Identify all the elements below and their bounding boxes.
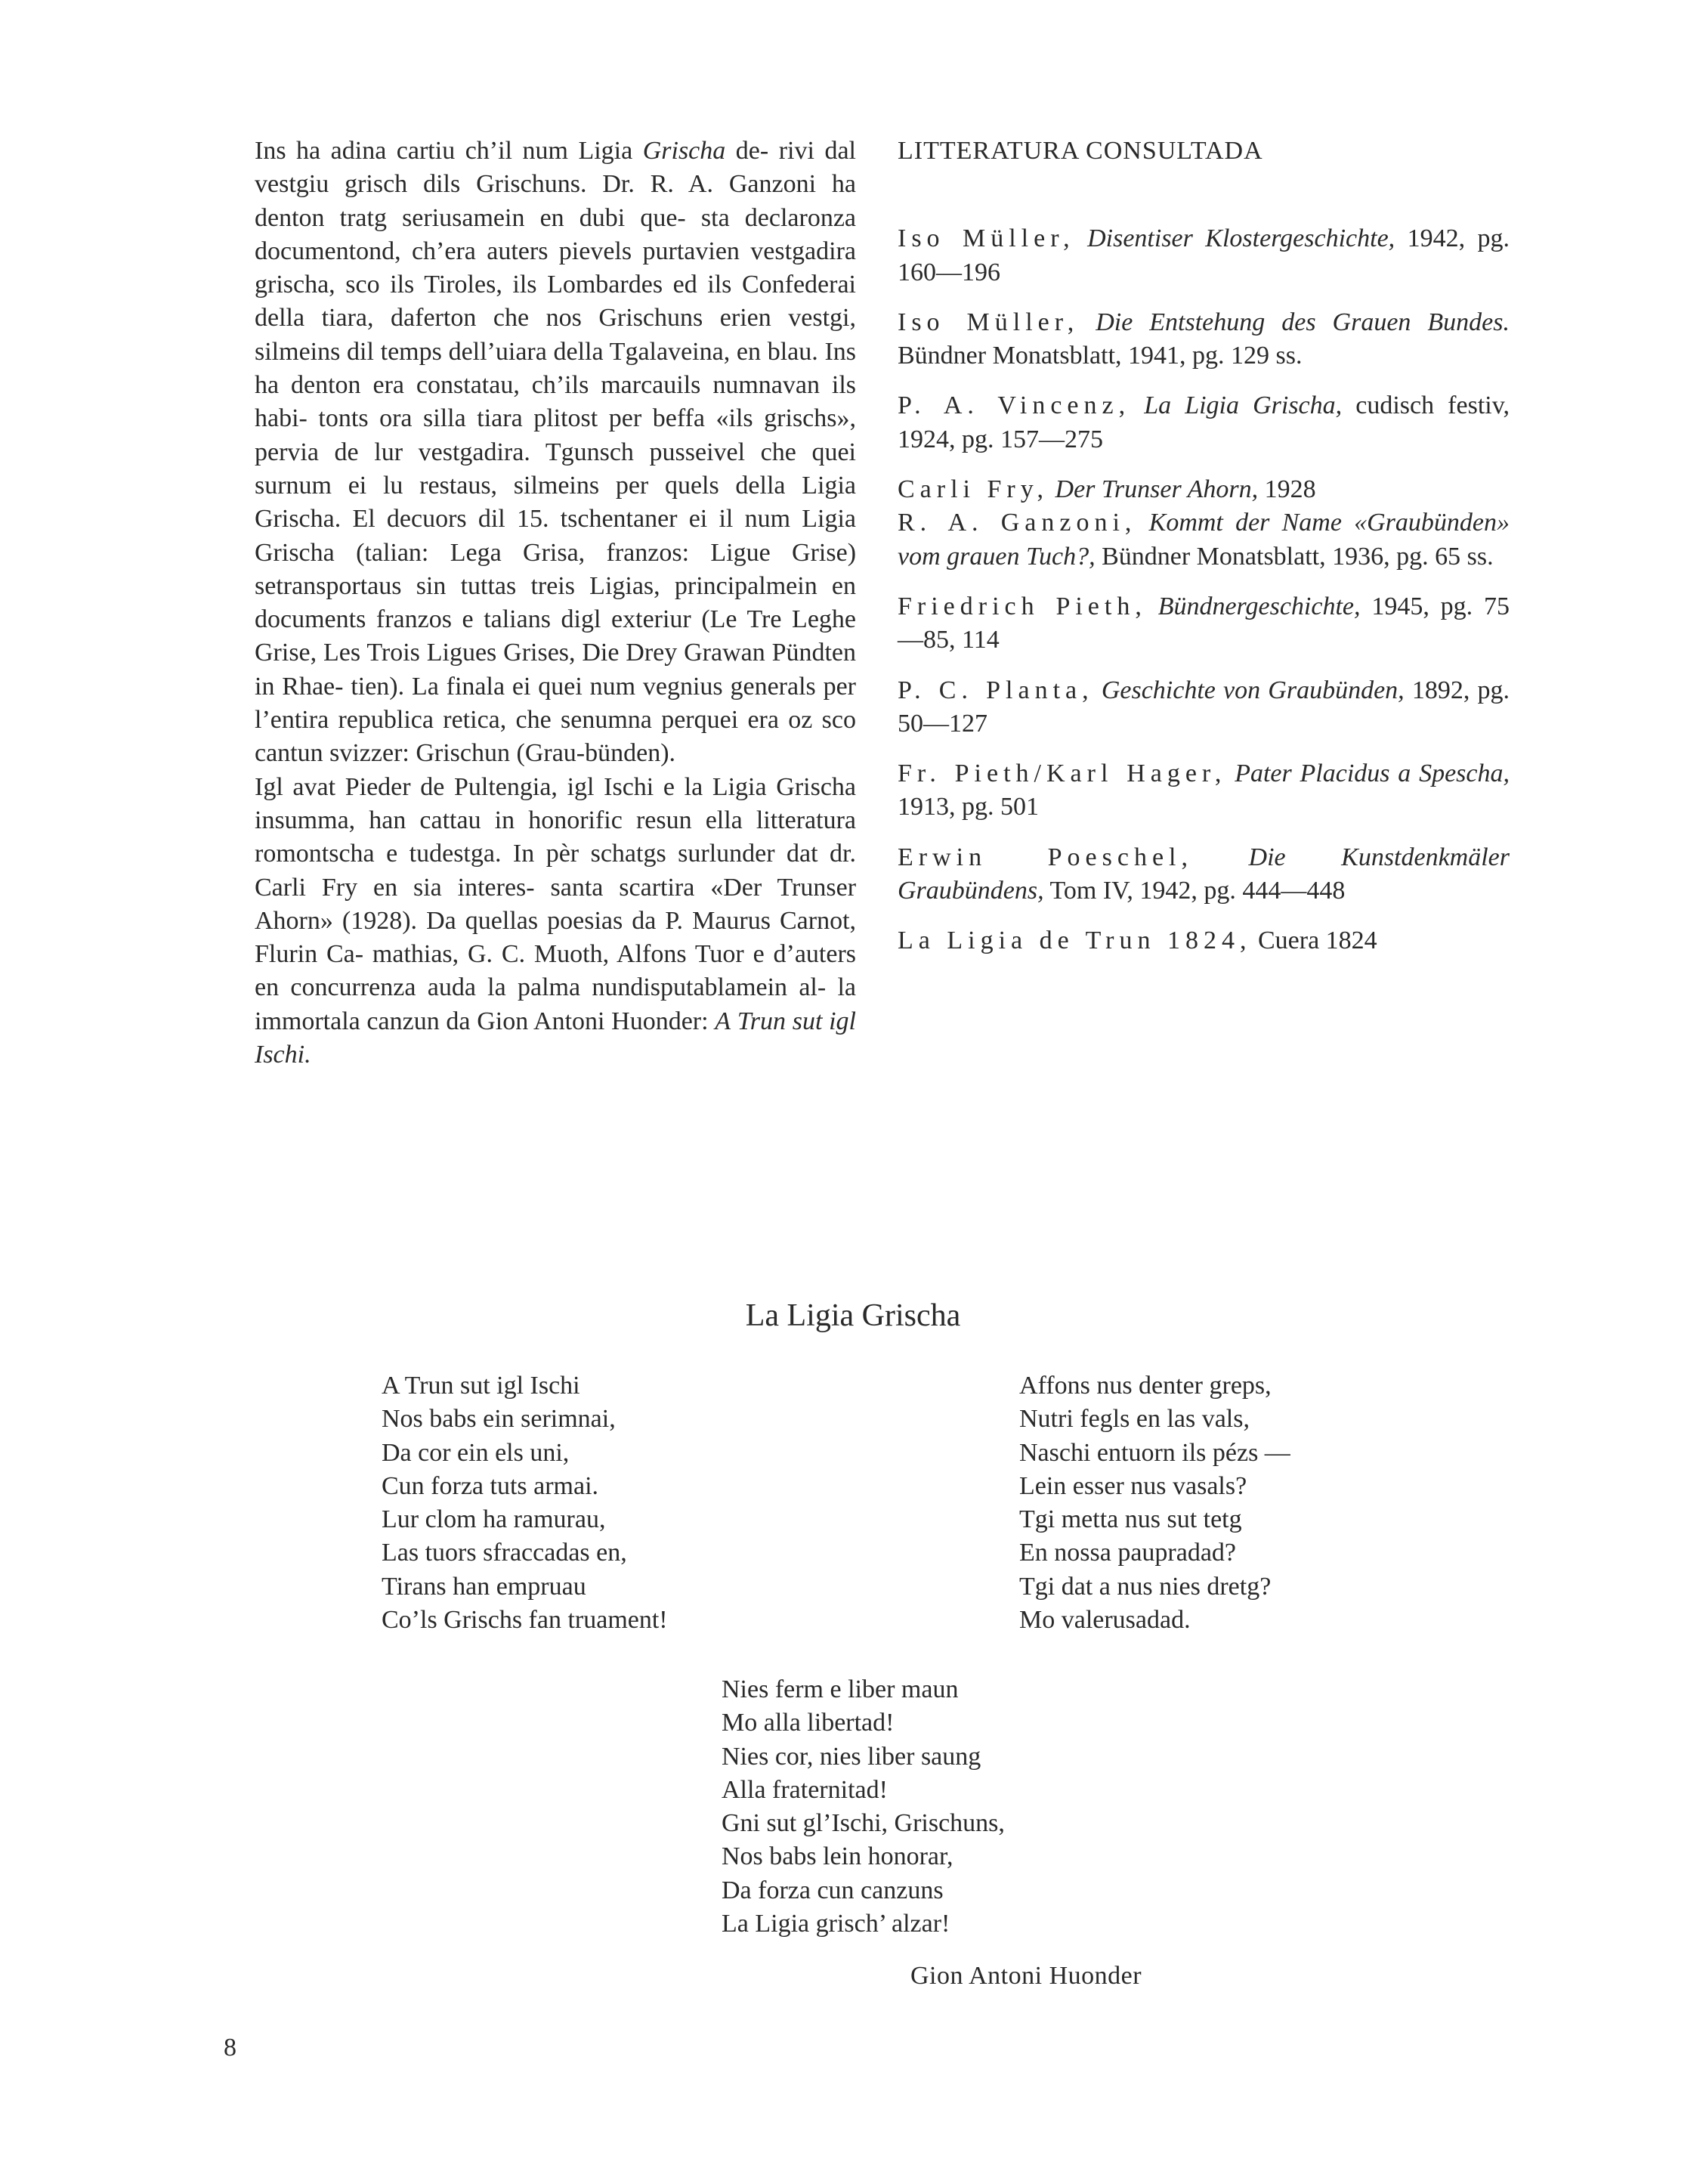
- ref-title: Pater Placidus a Spescha,: [1235, 759, 1510, 788]
- ref-details: cudisch festiv, 1924, pg. 157—275: [898, 391, 1510, 453]
- ref-author: Friedrich Pieth,: [898, 592, 1147, 620]
- reference-item: [898, 924, 1510, 957]
- poem-line: La Ligia grisch’ alzar!: [722, 1910, 950, 1938]
- ref-details: Bündner Monatsblatt, 1936, pg. 65 ss.: [1102, 542, 1494, 571]
- ref-details: Bündner Monatsblatt, 1941, pg. 129 ss.: [898, 342, 1303, 370]
- poem-line: Lur clom ha ramurau,: [382, 1505, 606, 1534]
- poem-stanza-1: [382, 1369, 668, 1637]
- poem-line: Da cor ein els uni,: [382, 1438, 570, 1467]
- poem-stanza-2: [1019, 1369, 1290, 1637]
- text-line: Ligue Grise) setransportaus sin tuttas treis Ligias,: [255, 538, 857, 600]
- text-line: era constatau, ch’ils marcauils numnavan ils habi-: [255, 371, 856, 433]
- italic-title: Trun sut igl Ischi.: [255, 1007, 856, 1069]
- text-line: Grischa insumma, han cattau in honorific resun: [255, 772, 857, 834]
- poem-line: Nos babs lein honorar,: [722, 1842, 953, 1871]
- ref-title: Bündnergeschichte,: [1157, 592, 1361, 620]
- poem-line: Nies cor, nies liber saung: [722, 1742, 981, 1771]
- text-line: schatgs surlunder dat dr. Carli Fry en sia interes-: [255, 840, 856, 902]
- poem-line: Lein esser nus vasals?: [1019, 1471, 1247, 1500]
- ref-title: Disentiser Klostergeschichte,: [1087, 224, 1395, 253]
- text-line: tonts ora silla tiara plitost per beffa «ils grischs»,: [318, 404, 857, 433]
- italic-title: A: [715, 1007, 731, 1035]
- text-line: sta declaronza documentond, ch’era auters pievels: [255, 203, 856, 265]
- reference-item: [898, 473, 1510, 506]
- poem-line: En nossa paupradad?: [1019, 1539, 1237, 1567]
- page-number: 8: [224, 2034, 236, 2062]
- paragraph-2: [255, 771, 856, 1072]
- text-line: mathias, G. C. Muoth, Alfons Tuor e d’auters en: [255, 940, 857, 1002]
- text-line: tien). La finala ei quei num vegnius generals per: [351, 672, 856, 701]
- poem-line: Nutri fegls en las vals,: [1019, 1405, 1250, 1434]
- italic-term: Grischa: [642, 137, 726, 165]
- ref-title: Die Entstehung des Grauen Bundes.: [1096, 308, 1510, 336]
- text-line: purtavien vestgadira grischa, sco ils Tiroles, ils: [255, 237, 857, 299]
- poem-line: Alla fraternitad!: [722, 1775, 888, 1804]
- ref-title: Die Kunstdenkmäler Graubündens,: [898, 843, 1510, 905]
- ref-author: P. C. Planta,: [898, 676, 1094, 704]
- text-line: pervia de lur vestgadira. Tgunsch pusseivel che: [255, 438, 796, 466]
- ref-author: Carli Fry,: [898, 475, 1049, 504]
- ref-author: P. A. Vincenz,: [898, 391, 1131, 420]
- poem-line: Naschi entuorn ils pézs —: [1019, 1438, 1290, 1467]
- text-line: oz sco cantun svizzer: Grischun (Grau-bünden).: [255, 706, 856, 768]
- reference-item: [898, 841, 1510, 908]
- text-line: num Ligia Grischa (talian: Lega Grisa, franzos:: [255, 505, 856, 567]
- text-line: exteriur (Le Tre Leghe Grise, Les Trois Ligues: [255, 605, 856, 667]
- text-line: la immortala canzun da Gion Antoni Huonder:: [255, 973, 856, 1035]
- ref-details: 1942, pg. 160—196: [898, 224, 1510, 286]
- reference-item: [898, 674, 1510, 741]
- ref-title: La Ligia Grischa,: [1144, 391, 1343, 420]
- poem-line: Cun forza tuts armai.: [382, 1471, 599, 1500]
- poem-line: Gni sut gl’Ischi, Grischuns,: [722, 1809, 1005, 1838]
- text-line: Ins ha adina cartiu ch’il num Ligia: [255, 137, 643, 165]
- ref-title: Geschichte von Graubünden,: [1101, 676, 1405, 704]
- ref-author: Iso Müller,: [898, 308, 1080, 336]
- ref-author: Erwin Poeschel,: [898, 843, 1193, 871]
- text-line: Ganzoni ha denton tratg seriusamein en dubi que-: [255, 170, 856, 232]
- reference-item: [898, 389, 1510, 456]
- ref-details: 1913, pg. 501: [898, 793, 1039, 821]
- text-line: ella litteratura romontscha e tudestga. In pèr: [255, 806, 856, 868]
- poem-line: Mo valerusadad.: [1019, 1606, 1191, 1635]
- poem-line: Nos babs ein serimnai,: [382, 1405, 616, 1434]
- poem-line: Da forza cun canzuns: [722, 1876, 944, 1904]
- poem-line: Co’ls Grischs fan truament!: [382, 1606, 668, 1635]
- reference-item: [898, 590, 1510, 657]
- literature-section: [898, 135, 1510, 975]
- ref-author: Fr. Pieth/Karl Hager,: [898, 759, 1227, 788]
- poem-line: Las tuors sfraccadas en,: [382, 1539, 627, 1567]
- reference-item: [898, 306, 1510, 373]
- ref-details: Tom IV, 1942, pg. 444—448: [1049, 877, 1346, 905]
- text-line: de-: [725, 137, 769, 165]
- poem-author: Gion Antoni Huonder: [910, 1962, 1142, 1990]
- ref-details: Cuera 1824: [1257, 926, 1377, 955]
- poem-stanza-3: [722, 1673, 1005, 1941]
- poem-line: A Trun sut igl Ischi: [382, 1372, 580, 1400]
- reference-item: [898, 757, 1510, 824]
- poem-line: Tgi dat a nus nies dretg?: [1019, 1572, 1272, 1601]
- text-line: concurrenza auda la palma nundisputablamein al-: [290, 973, 827, 1002]
- ref-author: R. A. Ganzoni,: [898, 509, 1137, 537]
- reference-item: [898, 222, 1510, 289]
- ref-details: 1945, pg. 75—85, 114: [898, 592, 1510, 654]
- reference-item: [898, 506, 1510, 574]
- poem-line: Mo alla libertad!: [722, 1709, 895, 1737]
- poem-line: Affons nus denter greps,: [1019, 1372, 1272, 1400]
- text-line: Grises, Die Drey Grawan Pündten in Rhae-: [255, 639, 857, 701]
- text-line: Lombardes ed ils Confederai della tiara, daferton: [255, 271, 856, 333]
- poem-line: Tirans han empruau: [382, 1572, 586, 1601]
- text-line: dell’uiara della Tgalaveina, en blau. Ins ha denton: [255, 337, 856, 400]
- text-line: rivi dal vestgiu grisch dils Grischuns. Dr. R. A.: [255, 137, 856, 199]
- text-line: che nos Grischuns erien vestgi, silmeins dil temps: [255, 304, 856, 366]
- poem-line: Nies ferm e liber maun: [722, 1675, 959, 1703]
- paragraph-1: [255, 135, 856, 771]
- text-line: quellas poesias da P. Maurus Carnot, Flurin Ca-: [255, 906, 857, 969]
- ref-author: Iso Müller,: [898, 224, 1075, 253]
- ref-title: Kommt der Name «Graubünden» vom grauen Tuch?,: [898, 509, 1510, 571]
- text-line: Igl avat Pieder de Pultengia, igl Ischi e la Ligia: [255, 772, 767, 801]
- ref-title: Der Trunser Ahorn,: [1055, 475, 1259, 504]
- ref-author: La Ligia de Trun 1824,: [898, 926, 1252, 955]
- poem-line: Tgi metta nus sut tetg: [1019, 1505, 1242, 1534]
- literature-heading: LITTERATURA CONSULTADA: [898, 137, 1263, 165]
- text-line: quei surnum ei lu restaus, silmeins per quels della: [255, 438, 856, 500]
- ref-details: 1892, pg. 50—127: [898, 676, 1510, 738]
- text-line: Ligia Grischa. El decuors dil 15. tschentaner ei il: [255, 471, 856, 534]
- ref-details: 1928: [1264, 475, 1316, 504]
- text-line: santa scartira «Der Trunser Ahorn» (1928). Da: [255, 873, 857, 935]
- text-line: principalmein en documents franzos e talians digl: [255, 571, 856, 634]
- text-line: l’entira republica retica, che senumna perquei era: [255, 706, 779, 735]
- left-column: [255, 135, 856, 1072]
- poem-title: La Ligia Grischa: [745, 1298, 961, 1333]
